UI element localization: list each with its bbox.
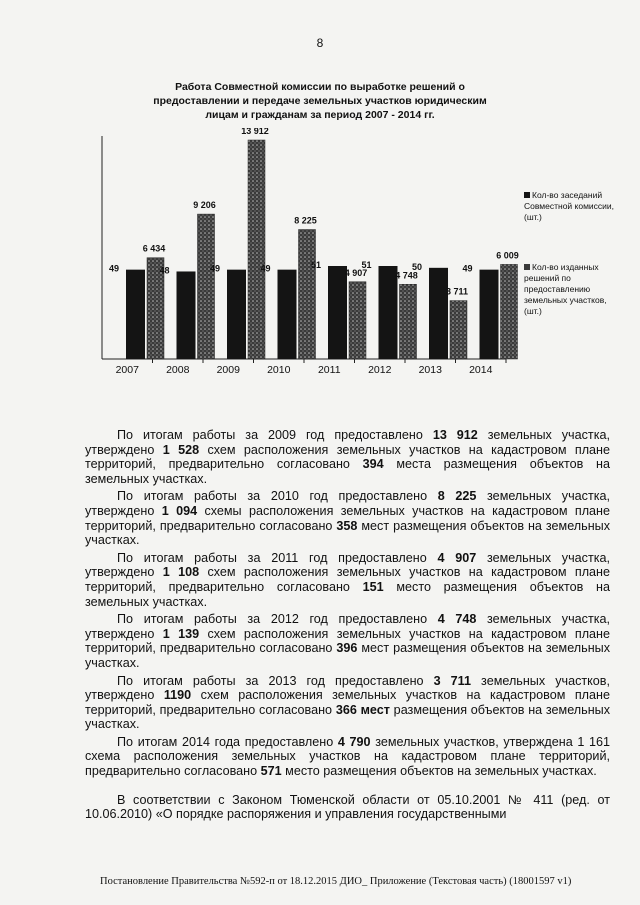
chart-title: Работа Совместной комиссии по выработке решений о предоставлении и передаче земельных участков юридическим лицам и гражданам за период 2007 - 2014 гг. [153,81,487,121]
text-run: земельных участка, утверждено [85,428,610,457]
paragraph-law [85,793,610,822]
paragraph-2014 [85,735,610,779]
text-run: земельных участков, утверждено [85,673,610,703]
bar-meetings [227,270,246,359]
text-run: 8 225 [437,489,477,504]
text-run: схемы расположения земельных участков на кадастровом плане территорий, предварительно согласовано [85,503,611,533]
bar-meetings [126,270,145,359]
x-tick-label: 2008 [166,364,190,376]
data-label-meetings: 48 [159,265,170,276]
x-tick-label: 2010 [267,364,291,376]
text-run: 396 [336,641,358,656]
bar-decisions [198,214,215,359]
text-run: 358 [336,518,358,533]
text-run: 4 907 [437,550,477,565]
text-run: По итогам работы за 2011 год предоставлено [117,550,438,565]
x-tick-label: 2009 [216,364,240,376]
legend-label-meetings: Кол-во заседаний Совместной комиссии, (шт.) [524,190,615,222]
text-run: мест размещения объектов на земельных участках. [85,518,610,548]
paragraph-2013 [85,674,610,732]
text-run: схем расположения земельных участков на кадастровом плане территорий, предварительно согласовано [85,442,611,472]
data-label-meetings: 49 [260,263,271,274]
text-run: 1 528 [162,442,200,457]
text-run: размещения объектов на земельных участках. [85,702,611,732]
text-run: 366 мест [335,702,390,717]
page-number: 8 [316,36,324,50]
bar-decisions [349,282,366,359]
legend-swatch-meetings [524,192,530,198]
text-run: мест размещения объектов на земельных участках. [85,641,610,670]
paragraph-2009 [85,428,610,486]
body-text [85,428,610,825]
text-run: схем расположения земельных участков на кадастровом плане территорий, предварительно согласовано [85,626,611,656]
text-run: 1 108 [162,565,200,580]
data-label-meetings: 51 [310,260,322,270]
text-run: По итогам 2014 года предоставлено [117,734,338,749]
text-run: 571 [260,764,282,779]
data-label-decisions: 8 225 [294,215,317,226]
x-tick-label: 2007 [115,364,139,376]
text-run: 394 [362,457,384,472]
bar-decisions [299,230,316,359]
text-run: 4 790 [337,734,371,749]
text-run: земельных участков, утверждена 1 161 схема расположения земельных участков на кадастровом плане территорий, предварительно согласовано [85,734,611,779]
paragraph-2011 [85,551,610,609]
bar-decisions [248,140,265,359]
text-run: 151 [362,579,384,594]
text-run: земельных участка, утверждено [85,612,611,641]
data-label-meetings: 49 [108,263,120,274]
data-label-decisions: 13 912 [241,128,269,136]
bar-meetings [278,270,297,359]
footer: Постановление Правительства №592-п от 18.12.2015 ДИО_ Приложение (Текстовая часть) (18001597 v1) [100,876,572,887]
legend-item-meetings [524,190,620,223]
bar-meetings [328,266,347,359]
data-label-decisions: 9 206 [193,200,216,211]
x-tick-label: 2011 [317,364,341,376]
legend-label-decisions: Кол-во изданных решений по предоставлению земельных участков, (шт.) [524,262,607,316]
x-tick-label: 2012 [368,364,392,376]
text-run: 1190 [163,688,192,703]
text-run: схем расположения земельных участков на кадастровом плане территорий, предварительно согласовано [85,688,610,717]
bar-meetings [429,268,448,359]
text-run: земельных участка, утверждено [85,550,611,580]
bar-decisions [400,284,417,359]
x-tick-label: 2013 [418,364,442,376]
text-run: По итогам работы за 2013 год предоставлено [117,673,434,688]
data-label-meetings: 49 [462,263,473,274]
data-label-meetings: 50 [411,261,423,272]
bar-decisions [501,264,518,359]
text-run: земельных участка, утверждено [85,489,611,518]
text-run: 4 748 [437,612,477,627]
data-label-decisions: 6 434 [142,243,166,254]
bar-meetings [177,271,196,359]
legend-swatch-decisions [524,264,530,270]
data-label-meetings: 49 [209,263,221,274]
text-run: места размещения объектов на земельных участках. [85,457,611,486]
legend-item-decisions [524,262,620,317]
text-run: схем расположения земельных участков на кадастровом плане территорий, предварительно согласовано [85,565,611,594]
bar-decisions [450,301,467,359]
bar-meetings [480,270,499,359]
data-label-decisions: 4 748 [395,270,418,281]
paragraph-2010 [85,489,610,547]
data-label-meetings: 51 [361,260,372,270]
text-run: место размещения объектов на земельных участках. [85,579,611,609]
paragraph-2012 [85,612,610,670]
data-label-decisions: 4 907 [344,267,368,278]
text-run: место размещения объектов на земельных участках. [281,764,597,779]
text-run: По итогам работы за 2012 год предоставлено [117,612,438,627]
data-label-decisions: 3 711 [445,286,469,297]
text-run: В соответствии с Законом Тюменской области от 05.10.2001 № 411 (ред. от 10.06.2010) «О порядке распоряжения и управления государственными [85,792,610,822]
text-run: 3 711 [433,673,471,688]
text-run: 1 139 [162,626,200,641]
text-run: 1 094 [161,503,198,518]
data-label-decisions: 6 009 [496,250,519,261]
x-tick-label: 2014 [469,364,493,376]
text-run: По итогам работы за 2010 год предоставлено [117,489,438,504]
bar-chart [100,128,520,383]
text-run: 13 912 [432,428,478,442]
text-run: По итогам работы за 2009 год предоставлено [117,428,433,442]
